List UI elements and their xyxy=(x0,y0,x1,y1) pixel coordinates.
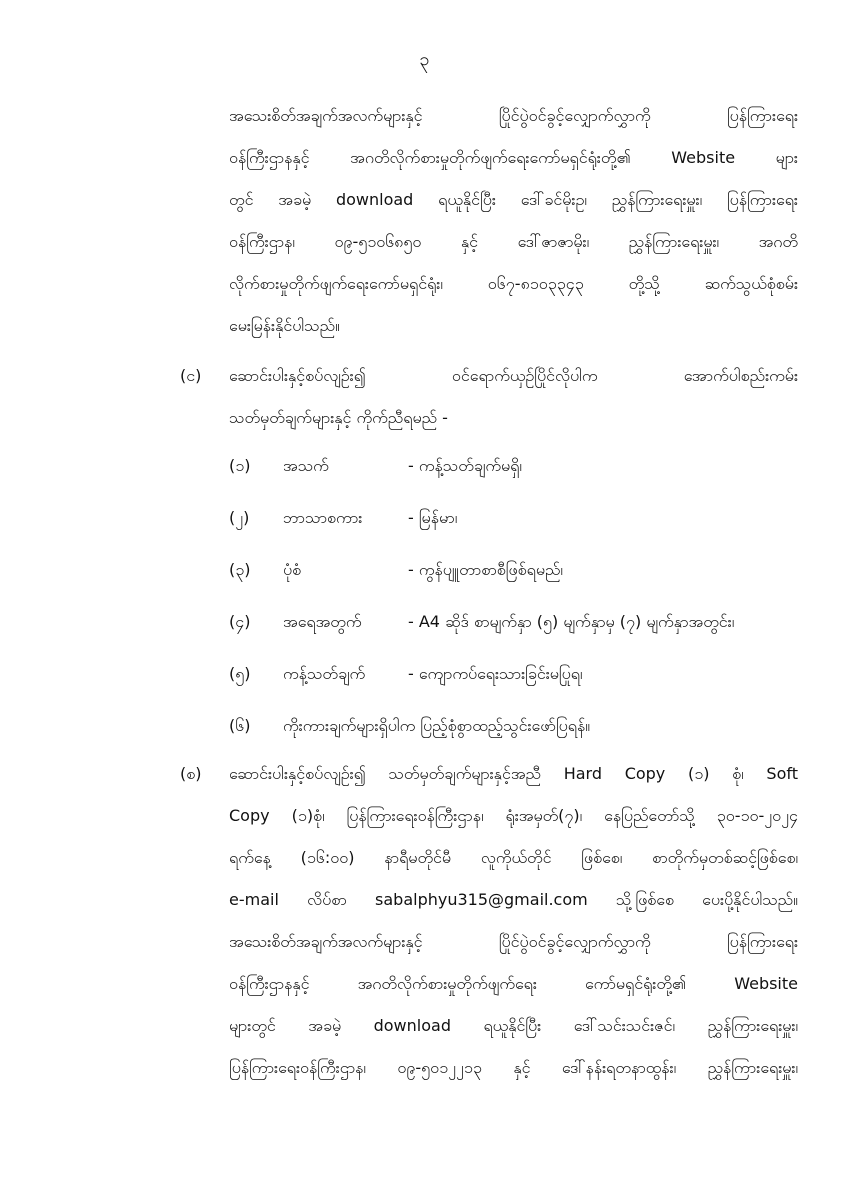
list-item-term: အရေအတွက် xyxy=(283,612,362,631)
paragraph-line: တွင် အခမဲ့ download ရယူနိုင်ပြီး ဒေါ်ခင်မိုးဥ၊ ညွှန်ကြားရေးမှူး၊ ပြန်ကြားရေး xyxy=(229,190,798,209)
list-item-desc: - ကျောကပ်ရေးသားခြင်းမပြုရ၊ xyxy=(408,664,583,683)
list-item-number: (၆) xyxy=(229,716,251,735)
list-item-number: (၁) xyxy=(229,456,251,475)
paragraph-line: ဝန်ကြီးဌာနနှင့် အဂတိလိုက်စားမှုတိုက်ဖျက်ရေးကော်မရှင်ရုံးတို့၏ Website များ xyxy=(229,148,798,167)
list-item-number: (၃) xyxy=(229,560,251,579)
paragraph-line: ပြန်ကြားရေးဝန်ကြီးဌာန၊ ၀၉-၅၀၁၂၂၁၃ နှင့် ဒေါ်နန်းရတနာထွန်း၊ ညွှန်ကြားရေးမှူး၊ xyxy=(229,1058,798,1077)
list-item-desc: - ကန့်သတ်ချက်မရှိ၊ xyxy=(408,456,522,475)
paragraph-line: ရက်နေ့ (၁၆:၀၀) နာရီမတိုင်မီ လူကိုယ်တိုင် ဖြစ်စေ၊ စာတိုက်မှတစ်ဆင့်ဖြစ်စေ၊ xyxy=(229,848,798,867)
list-item-number: (၂) xyxy=(229,508,250,527)
paragraph-line: Copy (၁)စုံ၊ ပြန်ကြားရေးဝန်ကြီးဌာန၊ ရုံးအမှတ်(၇)၊ နေပြည်တော်သို့ ၃၀-၁၀-၂၀၂၄ xyxy=(229,806,798,825)
paragraph-line: လိုက်စားမှုတိုက်ဖျက်ရေးကော်မရှင်ရုံး၊ ၀၆၇-၈၁၀၃၃၄၃ တို့သို့ ဆက်သွယ်စုံစမ်း xyxy=(229,274,798,293)
paragraph-line: အသေးစိတ်အချက်အလက်များနှင့် ပြိုင်ပွဲဝင်ခွင့်လျှောက်လွှာကို ပြန်ကြားရေး xyxy=(229,932,798,951)
paragraph-line: များတွင် အခမဲ့ download ရယူနိုင်ပြီး ဒေါ်သင်းသင်းဇင်၊ ညွှန်ကြားရေးမှူး၊ xyxy=(229,1016,798,1035)
paragraph-line: ဝန်ကြီးဌာနနှင့် အဂတိလိုက်စားမှုတိုက်ဖျက်ရေး ကော်မရှင်ရုံးတို့၏ Website xyxy=(229,974,798,993)
paragraph-line: e-mail လိပ်စာ sabalphyu315@gmail.com သို့ဖြစ်စေ ပေးပို့နိုင်ပါသည်။ xyxy=(229,890,798,909)
list-item-term: အသက် xyxy=(283,456,329,475)
list-item-desc: - A4 ဆိုဒ် စာမျက်နှာ (၅) မျက်နှာမှ (၇) မျက်နှာအတွင်း၊ xyxy=(408,612,735,631)
list-item-term: ဘာသာစကား xyxy=(283,508,363,527)
section-marker: (င) xyxy=(180,366,202,385)
list-item-term: ကိုးကားချက်များရှိပါက ပြည့်စုံစွာထည့်သွင်းဖော်ပြရန်။ xyxy=(283,716,591,735)
page-number: ၃ xyxy=(419,49,430,70)
paragraph-line: ဆောင်းပါးနှင့်စပ်လျဉ်း၍ ဝင်ရောက်ယှဉ်ပြိုင်လိုပါက အောက်ပါစည်းကမ်း xyxy=(229,366,798,385)
list-item-desc: - မြန်မာ၊ xyxy=(408,508,458,527)
list-item-number: (၅) xyxy=(229,664,251,683)
list-item-desc: - ကွန်ပျူတာစာစီဖြစ်ရမည်၊ xyxy=(408,560,563,579)
paragraph-line: ဆောင်းပါးနှင့်စပ်လျဉ်း၍ သတ်မှတ်ချက်များနှင့်အညီ Hard Copy (၁) စုံ၊ Soft xyxy=(229,764,798,783)
section-marker: (စ) xyxy=(180,764,202,783)
paragraph-line: အသေးစိတ်အချက်အလက်များနှင့် ပြိုင်ပွဲဝင်ခွင့်လျှောက်လွှာကို ပြန်ကြားရေး xyxy=(229,106,798,125)
paragraph-line: သတ်မှတ်ချက်များနှင့် ကိုက်ညီရမည် - xyxy=(229,408,448,427)
list-item-term: ကန့်သတ်ချက် xyxy=(283,664,366,683)
paragraph-line: မေးမြန်းနိုင်ပါသည်။ xyxy=(229,316,340,335)
paragraph-line: ဝန်ကြီးဌာန၊ ၀၉-၅၁၀၆၈၅၀ နှင့် ဒေါ်ဇာဇာမိုး၊ ညွှန်ကြားရေးမှူး၊ အဂတိ xyxy=(229,232,798,251)
list-item-number: (၄) xyxy=(229,612,251,631)
list-item-term: ပုံစံ xyxy=(283,560,302,579)
